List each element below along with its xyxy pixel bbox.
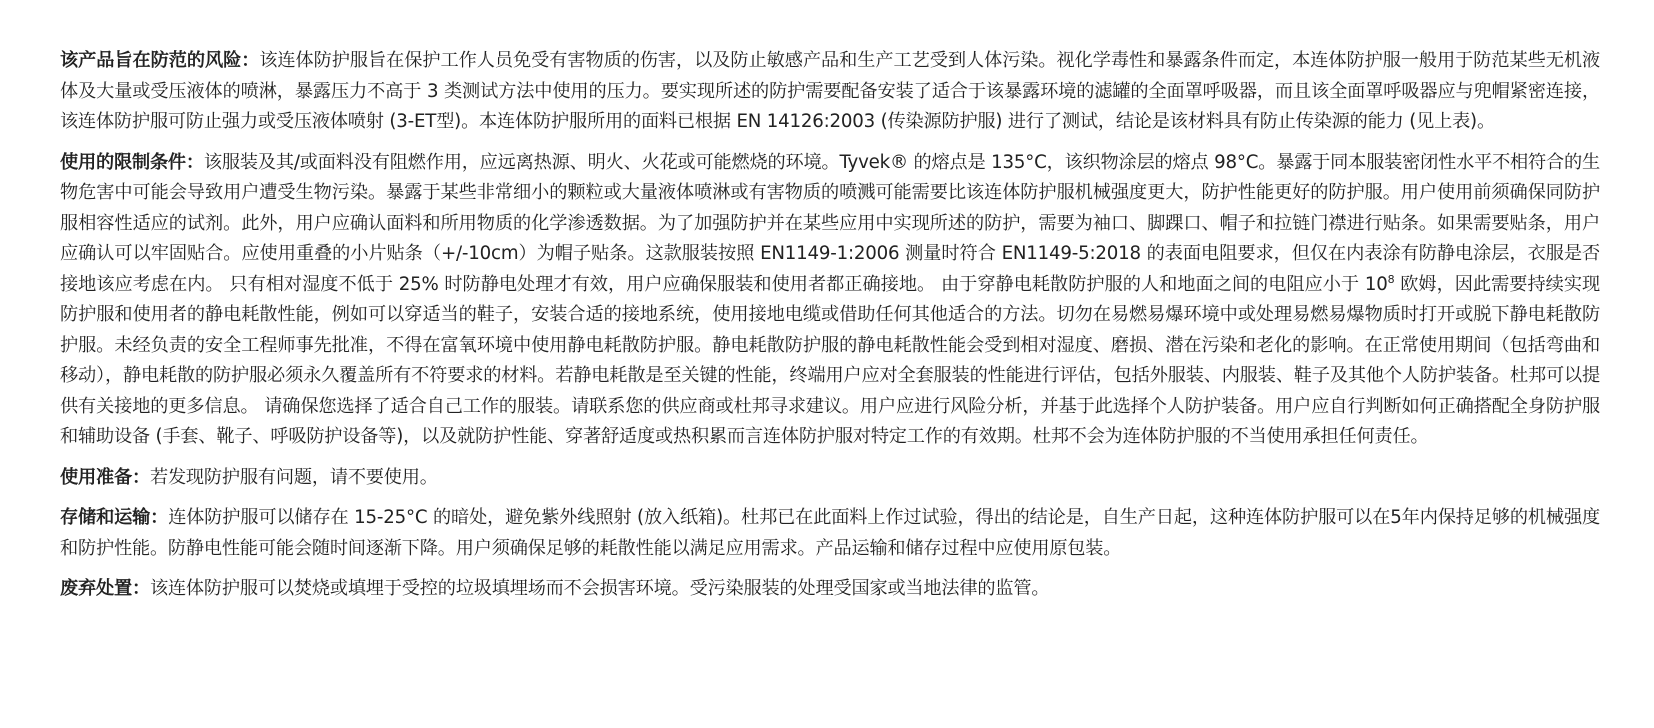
risk-section-text: 该连体防护服旨在保护工作人员免受有害物质的伤害，以及防止敏感产品和生产工艺受到人体污染。视化学毒性和暴露条件而定，本连体防护服一般用于防范某些无机液体及大量或受压液体的喷淋，暴露压力不高于 3 类测试方法中使用的压力。要实现所述的防护需要配备安装了适合于该暴露环境的滤罐的全面罩呼吸器，而且该全面罩呼吸器应与兜帽紧密连接，该连体防护服可防止强力或受压液体喷射 (3-ET型)。本连体防护服所用的面料已根据 EN 14126:2003 (传染源防护服) 进行了测试，结论是该材料具有防止传染源的能力 (见上表)。	[60, 50, 1600, 132]
preparation-section-text: 若发现防护服有问题，请不要使用。	[149, 466, 438, 488]
preparation-section	[60, 463, 1600, 494]
disposal-section	[60, 574, 1600, 605]
limitations-section	[60, 148, 1600, 453]
storage-section-label: 存储和运输：	[60, 507, 169, 528]
storage-section-text: 连体防护服可以储存在 15-25°C 的暗处，避免紫外线照射 (放入纸箱)。杜邦已在此面料上作过试验，得出的结论是，自生产日起，这种连体防护服可以在5年内保持足够的机械强度和防护性能。防静电性能可能会随时间逐渐下降。用户须确保足够的耗散性能以满足应用需求。产品运输和储存过程中应使用原包装。	[60, 507, 1600, 559]
risk-section	[60, 46, 1600, 138]
disposal-section-text: 该连体防护服可以焚烧或填埋于受控的垃圾填埋场而不会损害环境。受污染服装的处理受国家或当地法律的监管。	[149, 578, 1050, 599]
limitations-section-text-part2: 欧姆，因此需要持续实现防护服和使用者的静电耗散性能，例如可以穿适当的鞋子，安装合适的接地系统，使用接地电缆或借助任何其他适合的方法。切勿在易燃易爆环境中或处理易燃易爆物质时打开或脱下静电耗散防护服。未经负责的安全工程师事先批准，不得在富氧环境中使用静电耗散防护服。静电耗散防护服的静电耗散性能会受到相对湿度、磨损、潜在污染和老化的影响。在正常使用期间（包括弯曲和移动），静电耗散的防护服必须永久覆盖所有不符要求的材料。若静电耗散是至关键的性能，终端用户应对全套服装的性能进行评估，包括外服装、内服装、鞋子及其他个人防护装备。杜邦可以提供有关接地的更多信息。 请确保您选择了适合自己工作的服装。请联系您的供应商或杜邦寻求建议。用户应进行风险分析，并基于此选择个人防护装备。用户应自行判断如何正确搭配全身防护服和辅助设备 (手套、靴子、呼吸防护设备等)，以及就防护性能、穿著舒适度或热积累而言连体防护服对特定工作的有效期。杜邦不会为连体防护服的不当使用承担任何责任。	[60, 273, 1600, 447]
exponent-superscript: 8	[1387, 272, 1395, 286]
limitations-section-text-part1: 该服装及其/或面料没有阻燃作用，应远离热源、明火、火花或可能燃烧的环境。Tyvek® 的熔点是 135°C，该织物涂层的熔点 98°C。暴露于同本服装密闭性水平不相符合的生物危害中可能会导致用户遭受生物污染。暴露于某些非常细小的颗粒或大量液体喷淋或有害物质的喷溅可能需要比该连体防护服机械强度更大，防护性能更好的防护服。用户使用前须确保同防护服相容性适应的试剂。此外，用户应确认面料和所用物质的化学渗透数据。为了加强防护并在某些应用中实现所述的防护，需要为袖口、脚踝口、帽子和拉链门襟进行贴条。如果需要贴条，用户应确认可以牢固贴合。应使用重叠的小片贴条（+/-10cm）为帽子贴条。这款服装按照 EN1149-1:2006 测量时符合 EN1149-5:2018 的表面电阻要求，但仅在内表涂有防静电涂层，衣服是否接地该应考虑在内。 只有相对湿度不低于 25% 时防静电处理才有效，用户应确保服装和使用者都正确接地。 由于穿静电耗散防护服的人和地面之间的电阻应小于 10	[60, 151, 1600, 295]
storage-section	[60, 503, 1600, 564]
preparation-section-label: 使用准备：	[60, 466, 150, 488]
limitations-section-label: 使用的限制条件：	[60, 151, 204, 173]
risk-section-label: 该产品旨在防范的风险：	[60, 50, 260, 71]
disposal-section-label: 废弃处置：	[60, 578, 150, 599]
